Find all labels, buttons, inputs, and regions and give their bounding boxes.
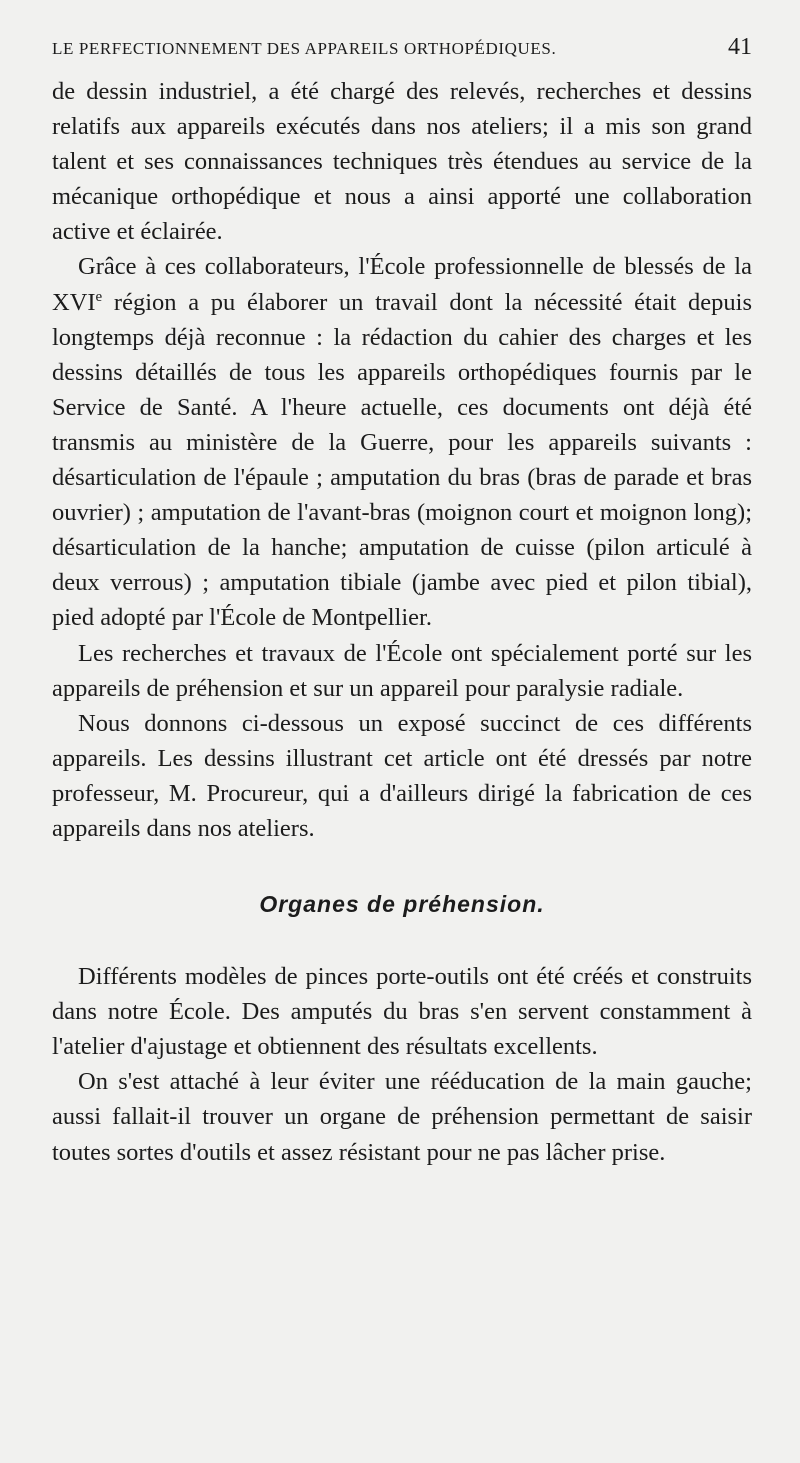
paragraph-region [52, 249, 752, 635]
region-text-end: région a pu élaborer un travail dont la nécessité était depuis longtemps déjà reconnue : la rédaction du cahier des charges et les dessins détaillés de tous les appareils orthopédiques fournis par le Service de Santé. A l'heure actuelle, ces documents ont déjà été transmis au ministère de la Guerre, pour les appareils suivants : désarticulation de l'épaule ; amputation du bras (bras de parade et bras ouvrier) ; amputation de l'avant-bras (moignon court et moignon long); désarticulation de la hanche; amputation de cuisse (pilon articulé à deux verrous) ; amputation tibiale (jambe avec pied et pilon tibial), pied adopté par l'École de Montpellier. [52, 288, 752, 632]
region-text-start: Grâce à ces collaborateurs, l'École professionnelle de blessés de la XVI [52, 253, 752, 316]
paragraph-summary: Nous donnons ci-dessous un exposé succinct de ces différents appareils. Les dessins illustrant cet article ont été dressés par notre professeur, M. Procureur, qui a d'ailleurs dirigé la fabrication de ces appareils dans nos ateliers. [52, 709, 752, 842]
body-text [52, 74, 752, 1170]
page-header [52, 34, 752, 61]
page-number: 41 [728, 34, 752, 60]
paragraph-research: Les recherches et travaux de l'École ont spécialement porté sur les appareils de préhension et sur un appareil pour paralysie radiale. [52, 639, 752, 702]
paragraph-continued: de dessin industriel, a été chargé des relevés, recherches et dessins relatifs aux appareils exécutés dans nos ateliers; il a mis son grand talent et ses connaissances techniques très étendues au service de la mécanique orthopédique et nous a ainsi apporté une collaboration active et éclairée. [52, 78, 752, 246]
paragraph-left-hand: On s'est attaché à leur éviter une rééducation de la main gauche; aussi fallait-il trouver un organe de préhension permettant de saisir toutes sortes d'outils et assez résistant pour ne pas lâcher prise. [52, 1068, 752, 1166]
paragraph-models: Différents modèles de pinces porte-outils ont été créés et construits dans notre École. Des amputés du bras s'en servent constamment à l'atelier d'ajustage et obtiennent des résultats excellents. [52, 963, 752, 1061]
running-title: LE PERFECTIONNEMENT DES APPAREILS ORTHOPÉDIQUES. [52, 39, 557, 58]
ordinal-superscript: e [95, 288, 103, 305]
section-heading: Organes de préhension. [259, 891, 545, 918]
